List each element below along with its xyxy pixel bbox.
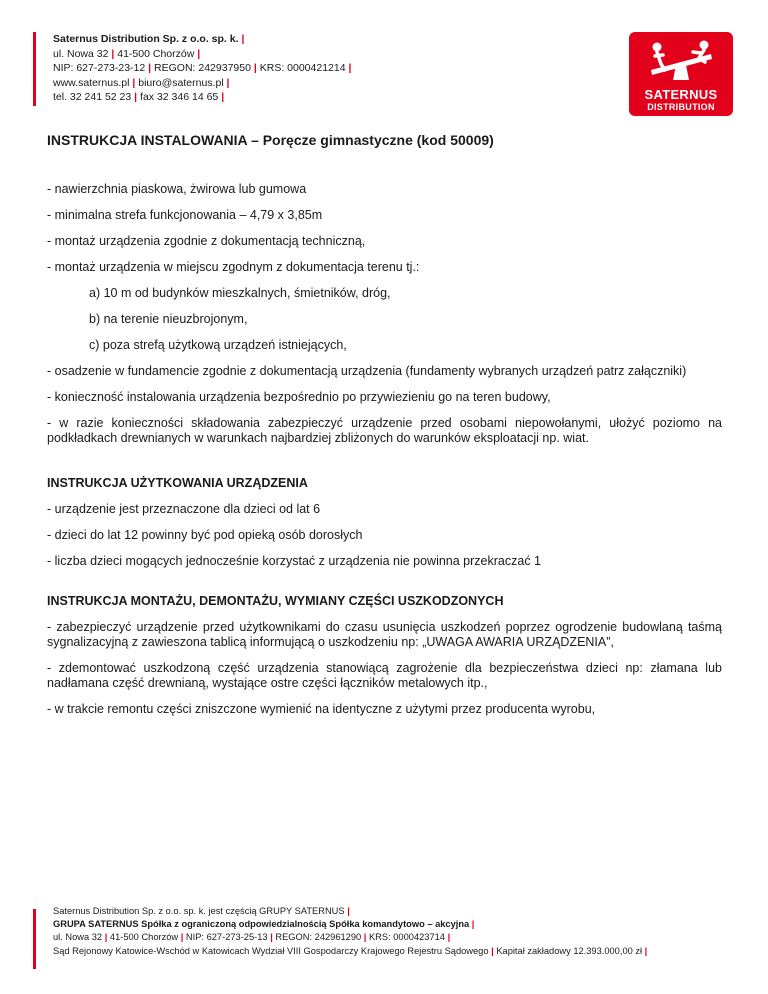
letterhead: [33, 32, 733, 112]
separator: |: [447, 932, 451, 943]
install-item: - montaż urządzenia w miejscu zgodnym z dokumentacja terenu tj.:: [47, 260, 420, 274]
page-footer: [33, 905, 753, 975]
mount-item: - zabezpieczyć urządzenie przed użytkownikami do czasu usunięcia uszkodzeń poprzez ogrodzenie budowlaną taśmą sygnalizacyjną z zawieszona tablicą informującą o uszkodzeniu np: „UWAGA AWARIA URZĄDZENIA”,: [47, 620, 722, 649]
separator: |: [226, 76, 230, 89]
footer-line-2: GRUPA SATERNUS Spółka z ograniczoną odpowiedzialnością Spółka komandytowo – akcyjna: [53, 919, 470, 930]
footer-accent-bar: [33, 909, 36, 969]
footer-city: 41-500 Chorzów: [109, 932, 179, 943]
separator: |: [348, 62, 352, 75]
footer-regon: REGON: 242961290: [275, 932, 362, 943]
company-address: ul. Nowa 32: [53, 47, 109, 60]
separator: |: [221, 91, 225, 104]
letterhead-accent-bar: [33, 32, 36, 106]
usage-item: - liczba dzieci mogących jednocześnie korzystać z urządzenia nie powinna przekraczać 1: [47, 554, 541, 568]
footer-court: Sąd Rejonowy Katowice-Wschód w Katowicach Wydział VIII Gospodarczy Krajowego Rejestru Sądowego: [53, 945, 489, 956]
company-fax: fax 32 346 14 65: [140, 91, 219, 104]
install-item: - w razie konieczności składowania zabezpieczyć urządzenie przed osobami niepowołanymi, ułożyć poziomo na podkładkach drewnianych w warunkach najbardziej zbliżonych do warunków eksploatacji np. wiat.: [47, 416, 722, 445]
separator: |: [253, 62, 257, 75]
usage-item: - dzieci do lat 12 powinny być pod opieką osób dorosłych: [47, 528, 363, 542]
usage-section-title: INSTRUKCJA UŻYTKOWANIA URZĄDZENIA: [47, 476, 308, 490]
company-krs: KRS: 0000421214: [259, 62, 346, 75]
footer-line-1: Saternus Distribution Sp. z o.o. sp. k. jest częścią GRUPY SATERNUS: [53, 906, 345, 916]
company-phone: tel. 32 241 52 23: [53, 91, 132, 104]
separator: |: [111, 47, 115, 60]
separator: |: [132, 76, 136, 89]
separator: |: [363, 932, 367, 943]
footer-text-block: [53, 905, 647, 958]
install-sub-item: c) poza strefą użytkową urządzeń istniejących,: [89, 338, 347, 352]
separator: |: [134, 91, 138, 104]
separator: |: [270, 932, 273, 943]
separator: |: [104, 932, 108, 943]
install-item: - osadzenie w fundamencie zgodnie z dokumentacją urządzenia (fundamenty wybranych urządzeń patrz załączniki): [47, 364, 687, 378]
separator: |: [180, 932, 184, 943]
install-item: - konieczność instalowania urządzenia bezpośrednio po przywiezieniu go na teren budowy,: [47, 390, 551, 404]
separator: |: [197, 47, 201, 60]
footer-capital: Kapitał zakładowy 12.393.000,00 zł: [496, 945, 643, 956]
company-nip: NIP: 627-273-23-12: [53, 62, 146, 75]
separator: |: [347, 906, 350, 916]
footer-nip: NIP: 627-273-25-13: [185, 932, 268, 943]
saternus-logo: [629, 32, 733, 116]
separator: |: [491, 945, 494, 956]
document-title: INSTRUKCJA INSTALOWANIA – Poręcze gimnastyczne (kod 50009): [47, 132, 494, 148]
mount-item: - zdemontować uszkodzoną część urządzenia stanowiącą zagrożenie dla bezpieczeństwa dzieci np: złamana lub nadłamana część drewnianą, wystające ostre części łączników metalowych itp.,: [47, 661, 722, 690]
footer-krs: KRS: 0000423714: [368, 932, 445, 943]
install-item: - nawierzchnia piaskowa, żwirowa lub gumowa: [47, 182, 307, 196]
mount-section-title: INSTRUKCJA MONTAŻU, DEMONTAŻU, WYMIANY CZĘŚCI USZKODZONYCH: [47, 594, 504, 608]
mount-item: - w trakcie remontu części zniszczone wymienić na identyczne z użytymi przez producenta wyrobu,: [47, 702, 596, 716]
logo-title: SATERNUS: [644, 87, 718, 102]
document-body: [47, 133, 722, 728]
usage-item: - urządzenie jest przeznaczone dla dzieci od lat 6: [47, 502, 321, 516]
separator: |: [471, 919, 475, 930]
company-contact-block: [53, 32, 351, 105]
company-name: Saternus Distribution Sp. z o.o. sp. k.: [53, 33, 239, 45]
company-email: biuro@saternus.pl: [138, 76, 224, 89]
separator: |: [241, 33, 245, 45]
install-item: - montaż urządzenia zgodnie z dokumentacją techniczną,: [47, 234, 366, 248]
separator: |: [644, 945, 648, 956]
seesaw-logo-icon: [649, 40, 713, 84]
company-city: 41-500 Chorzów: [117, 47, 195, 60]
logo-subtitle: DISTRIBUTION: [647, 102, 715, 112]
install-sub-item: b) na terenie nieuzbrojonym,: [89, 312, 248, 326]
footer-address: ul. Nowa 32: [53, 932, 103, 943]
install-item: - minimalna strefa funkcjonowania – 4,79 x 3,85m: [47, 208, 323, 222]
company-regon: REGON: 242937950: [154, 62, 251, 75]
separator: |: [148, 62, 152, 75]
install-sub-item: a) 10 m od budynków mieszkalnych, śmietników, dróg,: [89, 286, 391, 300]
company-website: www.saternus.pl: [53, 76, 130, 89]
